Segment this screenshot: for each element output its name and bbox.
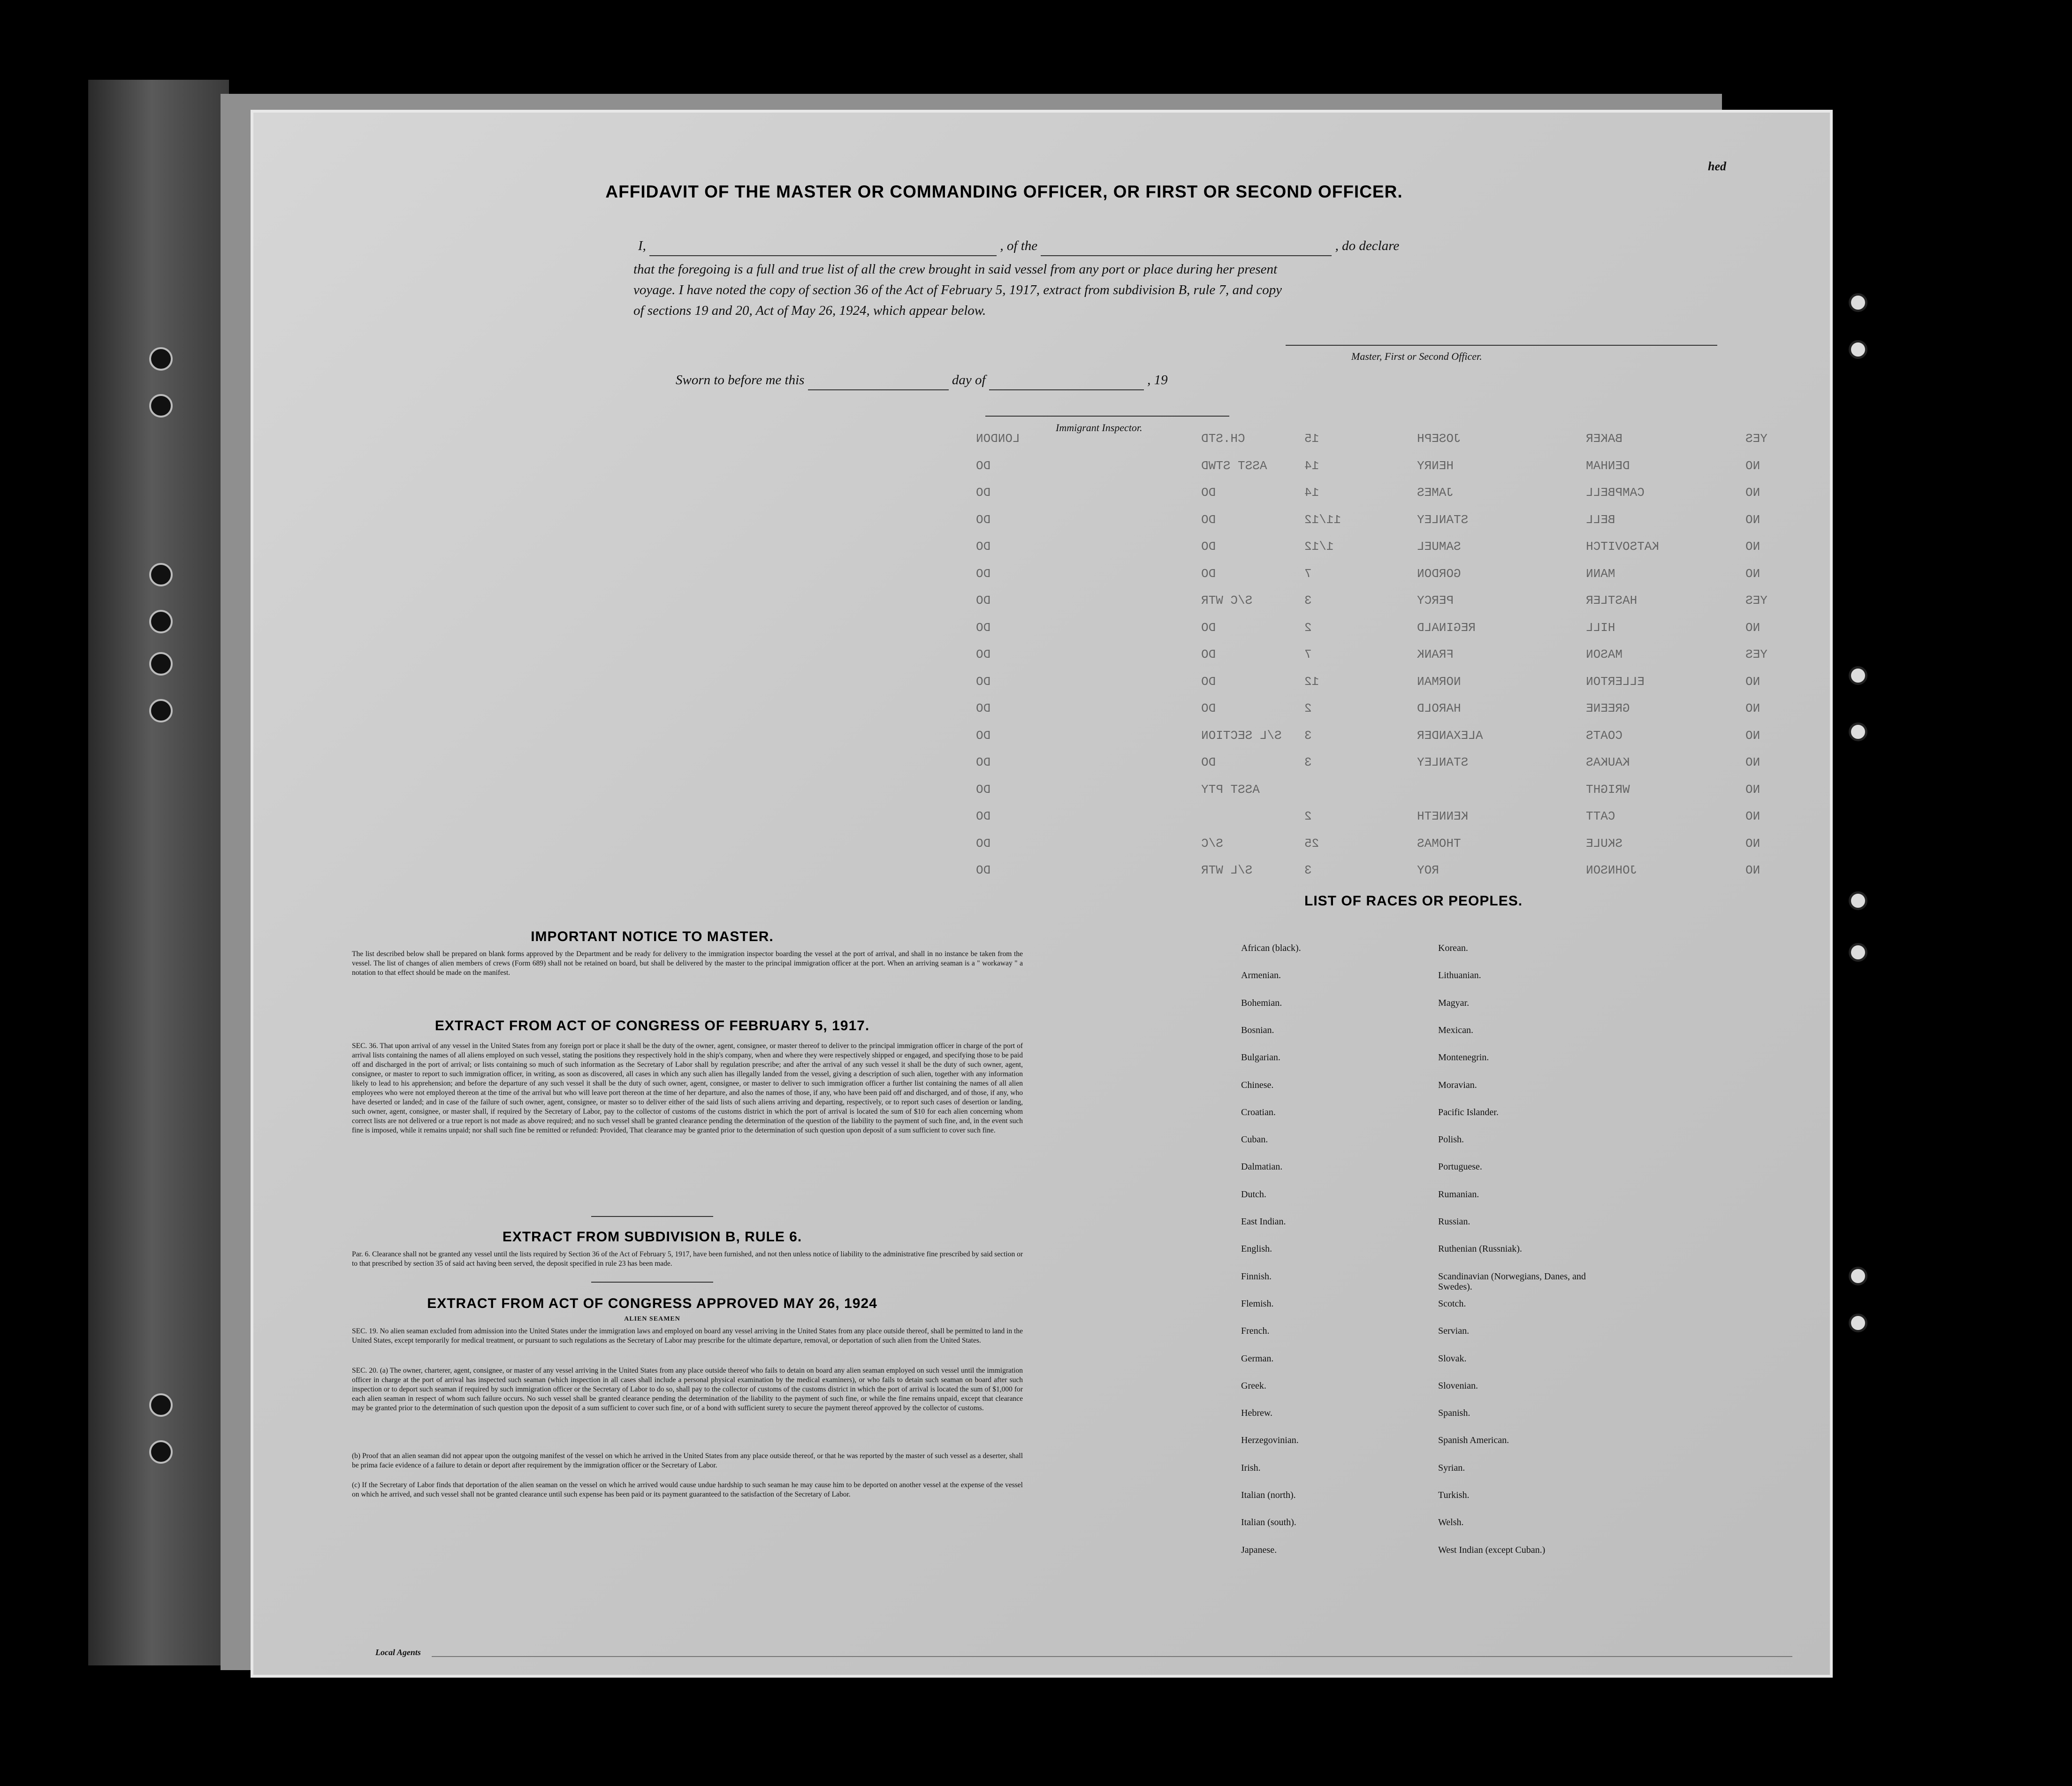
- race-item: Pacific Islander.: [1438, 1107, 1499, 1117]
- race-item: Russian.: [1438, 1216, 1470, 1227]
- race-item: Polish.: [1438, 1134, 1464, 1145]
- crew-bleed-row: [488, 863, 1802, 877]
- crew-bleed-cell: CAMPBELL: [1586, 486, 1645, 500]
- race-item: Syrian.: [1438, 1462, 1465, 1473]
- inspector-label: Immigrant Inspector.: [1056, 422, 1143, 433]
- extract-1924-sec19: SEC. 19. No alien seaman excluded from admission into the United States under the immigration laws and employed on board any vessel arriving in the United States from any place outside thereof, shall be permitted to land in the United States, except temporarily for medical treatment, or pursuant to such regulations as the Secretary of Labor may prescribe for the ultimate departure, removal, or deportation of such alien from the United States.: [352, 1327, 1023, 1345]
- race-item: Croatian.: [1241, 1107, 1276, 1117]
- race-item: African (black).: [1241, 943, 1301, 953]
- crew-bleed-cell: STANLEY: [1417, 755, 1469, 769]
- crew-bleed-cell: 2: [1304, 620, 1312, 635]
- crew-bleed-cell: CATT: [1586, 809, 1615, 823]
- name-blank[interactable]: [649, 255, 997, 256]
- crew-bleed-row: [488, 701, 1802, 715]
- race-item: Bohemian.: [1241, 997, 1282, 1008]
- binder-hole: [149, 1440, 173, 1464]
- vessel-blank[interactable]: [1041, 255, 1332, 256]
- binder-hole: [149, 1393, 173, 1417]
- crew-bleed-cell: DO: [1201, 486, 1216, 500]
- race-item: Flemish.: [1241, 1298, 1274, 1309]
- crew-bleed-cell: DO: [976, 755, 991, 769]
- crew-bleed-row: [488, 783, 1802, 797]
- crew-bleed-cell: 2: [1304, 809, 1312, 823]
- crew-bleed-cell: S/C WTR: [1201, 593, 1253, 608]
- affidavit-declaration: [638, 236, 1764, 256]
- crew-bleed-cell: ROY: [1417, 863, 1439, 877]
- alien-seamen-subtitle: ALIEN SEAMEN: [624, 1315, 680, 1322]
- crew-bleed-cell: DO: [976, 458, 991, 473]
- crew-bleed-cell: FRANK: [1417, 647, 1454, 661]
- crew-bleed-cell: NO: [1745, 809, 1760, 823]
- crew-bleed-cell: 12: [1304, 674, 1319, 689]
- crew-bleed-cell: DO: [976, 593, 991, 608]
- race-item: Spanish American.: [1438, 1435, 1509, 1446]
- section-divider: [591, 1216, 713, 1217]
- local-agents-line: [432, 1656, 1792, 1657]
- crew-bleed-cell: DO: [1201, 620, 1216, 635]
- extract-1924-title: EXTRACT FROM ACT OF CONGRESS APPROVED MAY 26, 1924: [427, 1296, 877, 1311]
- crew-bleed-cell: DO: [1201, 674, 1216, 689]
- race-item: French.: [1241, 1326, 1270, 1337]
- crew-bleed-cell: NO: [1745, 863, 1760, 877]
- crew-bleed-row: [488, 647, 1802, 661]
- race-item: East Indian.: [1241, 1216, 1286, 1227]
- crew-bleed-row: [488, 459, 1802, 473]
- races-title: LIST OF RACES OR PEOPLES.: [1304, 893, 1523, 909]
- crew-bleed-cell: NO: [1745, 674, 1760, 689]
- crew-bleed-cell: HASTLER: [1586, 593, 1638, 608]
- crew-bleed-cell: 1/12: [1304, 540, 1334, 554]
- extract-rule-title: EXTRACT FROM SUBDIVISION B, RULE 6.: [502, 1229, 802, 1245]
- crew-bleed-cell: 7: [1304, 566, 1312, 581]
- binder-hole: [149, 652, 173, 676]
- race-item: Italian (south).: [1241, 1517, 1296, 1528]
- crew-bleed-cell: DO: [976, 566, 991, 581]
- sworn-day-blank[interactable]: [808, 389, 949, 390]
- race-item: Servian.: [1438, 1326, 1470, 1337]
- year-prefix: , 19: [1147, 372, 1168, 388]
- crew-bleed-cell: MASON: [1586, 647, 1623, 661]
- race-item: Dalmatian.: [1241, 1162, 1283, 1172]
- crew-bleed-row: [488, 755, 1802, 769]
- crew-bleed-cell: BAKER: [1586, 432, 1623, 446]
- inspector-signature-line: [985, 416, 1229, 417]
- punch-hole: [1849, 666, 1867, 685]
- crew-bleed-cell: NO: [1745, 458, 1760, 473]
- crew-bleed-cell: 14: [1304, 458, 1319, 473]
- crew-bleed-cell: 3: [1304, 863, 1312, 877]
- race-item: Slovak.: [1438, 1353, 1467, 1364]
- race-item: West Indian (except Cuban.): [1438, 1544, 1546, 1555]
- crew-bleed-cell: HILL: [1586, 620, 1615, 635]
- race-item: Ruthenian (Russniak).: [1438, 1244, 1522, 1254]
- punch-hole: [1849, 891, 1867, 910]
- margin-note: hed: [1708, 160, 1726, 173]
- crew-bleed-row: [488, 836, 1802, 851]
- crew-bleed-cell: HAROLD: [1417, 701, 1461, 715]
- section-divider: [591, 1282, 713, 1283]
- crew-bleed-cell: GREENE: [1586, 701, 1630, 715]
- binder-hole: [149, 563, 173, 586]
- crew-bleed-cell: GORDON: [1417, 566, 1461, 581]
- race-item: Scandinavian (Norwegians, Danes, and Swedes).: [1438, 1271, 1586, 1292]
- race-item: Welsh.: [1438, 1517, 1464, 1528]
- crew-bleed-cell: NO: [1745, 512, 1760, 527]
- crew-bleed-cell: 2: [1304, 701, 1312, 715]
- race-item: German.: [1241, 1353, 1274, 1364]
- crew-bleed-row: [488, 486, 1802, 500]
- crew-bleed-cell: KATSOVITCH: [1586, 540, 1660, 554]
- crew-bleed-cell: JAMES: [1417, 486, 1454, 500]
- crew-bleed-cell: DO: [976, 540, 991, 554]
- race-item: Bosnian.: [1241, 1025, 1274, 1035]
- race-item: Herzegovinian.: [1241, 1435, 1299, 1446]
- crew-bleed-cell: 3: [1304, 755, 1312, 769]
- crew-bleed-cell: NORMAN: [1417, 674, 1461, 689]
- crew-bleed-cell: SAMUEL: [1417, 540, 1461, 554]
- affidavit-line-3: voyage. I have noted the copy of section 36 of the Act of February 5, 1917, extract from subdivision B, rule 7, and copy: [633, 282, 1282, 297]
- extract-1917-title: EXTRACT FROM ACT OF CONGRESS OF FEBRUARY 5, 1917.: [434, 1018, 870, 1034]
- race-item: Finnish.: [1241, 1271, 1272, 1282]
- notice-body: The list described below shall be prepared on blank forms approved by the Department and be ready for delivery to the immigration inspector boarding the vessel at the port of arrival, and shall in no instance be taken from the vessel. The list of changes of alien members of crews (Form 689) shall not be retained on board, but shall be delivered by the master to the principal immigration officer at the port. When an arriving seaman is a " workaway " a notation to that effect should be made on the manifest.: [352, 950, 1023, 977]
- crew-bleed-cell: WRIGHT: [1586, 782, 1630, 797]
- crew-bleed-cell: STANLEY: [1417, 512, 1469, 527]
- crew-bleed-cell: DO: [976, 836, 991, 851]
- crew-bleed-row: [488, 540, 1802, 554]
- crew-bleed-cell: 15: [1304, 432, 1319, 446]
- binder-hole: [149, 699, 173, 722]
- crew-bleed-row: [488, 729, 1802, 743]
- crew-bleed-cell: DO: [1201, 701, 1216, 715]
- race-item: Hebrew.: [1241, 1408, 1273, 1419]
- crew-bleed-row: [488, 675, 1802, 689]
- crew-bleed-cell: KAUKAS: [1586, 755, 1630, 769]
- affidavit-line-2: that the foregoing is a full and true list of all the crew brought in said vessel from any port or place during her present: [633, 262, 1278, 277]
- race-item: Magyar.: [1438, 997, 1470, 1008]
- crew-bleed-cell: NO: [1745, 486, 1760, 500]
- crew-bleed-cell: S/L SECTION: [1201, 728, 1282, 743]
- race-item: Montenegrin.: [1438, 1052, 1489, 1063]
- extract-1924-sec20a: SEC. 20. (a) The owner, charterer, agent, consignee, or master of any vessel arriving in the United States from any place outside thereof who fails to detain on board any alien seaman employed on such vessel until the immigration officer in charge at the port of arrival has inspected such seaman (which inspection in all cases shall include a personal physical examination by the medical examiners), or who fails to detain such seaman on board after such inspection or to deport such seaman if required by such immigration officer or the Secretary of Labor to do so, shall pay to the collector of customs of the customs district in which the port of arrival is located the sum of $1,000 for each alien seaman in respect of whom such failure occurs. No such vessel shall be granted clearance pending the determination of the liability to the payment of such fine, or while the fine remains unpaid, except that clearance may be granted prior to the determination of such question upon the deposit of a sum sufficient to cover such fine, or of a bond with sufficient surety to secure the payment thereof approved by the collector of customs.: [352, 1367, 1023, 1412]
- crew-bleed-cell: DO: [976, 782, 991, 797]
- crew-bleed-cell: ASST PTY: [1201, 782, 1260, 797]
- extract-1917-body: SEC. 36. That upon arrival of any vessel in the United States from any foreign port or place it shall be the duty of the owner, agent, consignee, or master thereof to deliver to the principal immigration officer in charge of the port of arrival lists containing the names of all aliens employed on such vessel, stating the positions they respectively hold in the ship's company, when and where they were respectively shipped or engaged, and specifying those to be paid off and discharged in the port of arrival; or lists containing so much of such information as the Secretary of Labor shall by regulation prescribe; and after the arrival of any such vessel it shall be the duty of such owner, agent, consignee, or master to report to such immigration officer, in writing, as soon as discovered, all cases in which any such alien has illegally landed from the vessel, giving a description of such alien, together with any information likely to lead to his apprehension; and before the departure of any such vessel it shall be the duty of such owner, agent, consignee, or master to deliver to such immigration officer a further list containing the names of all alien employees who were not employed thereon at the time of the arrival but who will leave port thereon at the time of her departure, and also the names of those, if any, who have been paid off and discharged, and of those, if any, who have deserted or landed; and in case of the failure of such owner, agent, consignee, or master so to deliver either of the said lists of such aliens arriving and departing, respectively, or to report such cases of desertion or landing, such owner, agent, consignee, or master shall, if required by the Secretary of Labor, pay to the collector of customs of the customs district in which the port of arrival is located the sum of $10 for each alien concerning whom correct lists are not delivered or a true report is not made as above required; and no such vessel shall be granted clearance pending the determination of the question of the liability to the payment of such fine, and, in the event such fine is imposed, while it remains unpaid; nor shall such fine be remitted or refunded: Provided, That clearance may be granted prior to the determination of such question upon deposit of a sum sufficient to cover such fine.: [352, 1042, 1023, 1134]
- crew-bleed-row: [488, 513, 1802, 527]
- race-item: Lithuanian.: [1438, 970, 1481, 981]
- crew-bleed-cell: NO: [1745, 728, 1760, 743]
- master-label: Master, First or Second Officer.: [1351, 350, 1482, 362]
- race-item: Mexican.: [1438, 1025, 1473, 1035]
- crew-bleed-cell: COATS: [1586, 728, 1623, 743]
- crew-bleed-cell: HENRY: [1417, 458, 1454, 473]
- binder-hole: [149, 347, 173, 371]
- crew-bleed-cell: 25: [1304, 836, 1319, 851]
- notice-title: IMPORTANT NOTICE TO MASTER.: [531, 929, 774, 944]
- race-item: Italian (north).: [1241, 1490, 1296, 1500]
- race-item: Moravian.: [1438, 1079, 1477, 1090]
- crew-bleed-row: [488, 432, 1802, 446]
- crew-bleed-cell: NO: [1745, 782, 1760, 797]
- crew-bleed-cell: DO: [1201, 512, 1216, 527]
- extract-1924-sec20b: (b) Proof that an alien seaman did not appear upon the outgoing manifest of the vessel on which he arrived in the United States from any place outside thereof, or that he was reported by the master of such vessel as a deserter, shall be prima facie evidence of a failure to detain or deport after requirement by the immigration officer or the Secretary of Labor.: [352, 1452, 1023, 1469]
- crew-bleed-cell: DO: [976, 620, 991, 635]
- binder-strip: [88, 80, 229, 1665]
- affidavit-title: AFFIDAVIT OF THE MASTER OR COMMANDING OFFICER, OR FIRST OR SECOND OFFICER.: [605, 182, 1403, 201]
- crew-bleed-cell: YES: [1745, 647, 1767, 661]
- crew-bleed-cell: ASST STWD: [1201, 458, 1267, 473]
- crew-bleed-cell: KENNETH: [1417, 809, 1469, 823]
- local-agents-label: Local Agents: [375, 1648, 421, 1657]
- crew-bleed-cell: NO: [1745, 755, 1760, 769]
- race-item: Armenian.: [1241, 970, 1281, 981]
- crew-bleed-row: [488, 567, 1802, 581]
- binder-hole: [149, 394, 173, 418]
- crew-bleed-cell: DO: [1201, 755, 1216, 769]
- crew-bleed-cell: 11/12: [1304, 512, 1341, 527]
- sworn-label: Sworn to before me this: [676, 372, 805, 388]
- crew-bleed-cell: YES: [1745, 432, 1767, 446]
- crew-bleed-cell: NO: [1745, 540, 1760, 554]
- race-item: Greek.: [1241, 1380, 1266, 1391]
- race-item: Irish.: [1241, 1462, 1261, 1473]
- day-of-label: day of: [952, 372, 986, 388]
- crew-bleed-cell: DO: [976, 728, 991, 743]
- crew-bleed-cell: DENHAM: [1586, 458, 1630, 473]
- crew-bleed-cell: YES: [1745, 593, 1767, 608]
- crew-bleed-cell: 3: [1304, 593, 1312, 608]
- race-item: Korean.: [1438, 943, 1468, 953]
- crew-bleed-cell: DO: [1201, 566, 1216, 581]
- race-item: Spanish.: [1438, 1408, 1470, 1419]
- binder-hole: [149, 610, 173, 633]
- crew-bleed-cell: PERCY: [1417, 593, 1454, 608]
- race-item: Cuban.: [1241, 1134, 1268, 1145]
- punch-hole: [1849, 340, 1867, 359]
- race-item: Chinese.: [1241, 1079, 1274, 1090]
- punch-hole: [1849, 1314, 1867, 1332]
- sworn-line: [676, 370, 1520, 390]
- crew-bleed-row: [488, 593, 1802, 608]
- race-item: Turkish.: [1438, 1490, 1470, 1500]
- crew-bleed-cell: DO: [1201, 540, 1216, 554]
- crew-bleed-cell: JOSEPH: [1417, 432, 1461, 446]
- crew-bleed-cell: 3: [1304, 728, 1312, 743]
- crew-bleed-cell: DO: [976, 512, 991, 527]
- crew-bleed-cell: ELLERTON: [1586, 674, 1645, 689]
- race-item: Slovenian.: [1438, 1380, 1478, 1391]
- crew-bleed-cell: 7: [1304, 647, 1312, 661]
- crew-bleed-cell: DO: [976, 809, 991, 823]
- manifest-page: [253, 113, 1830, 1675]
- race-item: English.: [1241, 1244, 1272, 1254]
- race-item: Rumanian.: [1438, 1189, 1479, 1200]
- crew-bleed-cell: THOMAS: [1417, 836, 1461, 851]
- race-item: Dutch.: [1241, 1189, 1266, 1200]
- affidavit-line-4: of sections 19 and 20, Act of May 26, 1924, which appear below.: [633, 303, 986, 318]
- crew-bleed-cell: DO: [976, 863, 991, 877]
- extract-1924-sec20c: (c) If the Secretary of Labor finds that deportation of the alien seaman on the vessel on which he arrived would cause undue hardship to such seaman he may cause him to be deported on another vessel at the expense of the vessel on which he arrived, and such vessel shall not be granted clearance until such expense has been paid or its payment guaranteed to the satisfaction of the Secretary of Labor.: [352, 1481, 1023, 1498]
- declaration-end: , do declare: [1335, 238, 1400, 253]
- crew-bleed-cell: SKULE: [1586, 836, 1623, 851]
- declaration-of-the: , of the: [1000, 238, 1038, 253]
- crew-bleed-row: [488, 621, 1802, 635]
- punch-hole: [1849, 722, 1867, 741]
- crew-bleed-cell: NO: [1745, 620, 1760, 635]
- punch-hole: [1849, 1267, 1867, 1285]
- race-item: Japanese.: [1241, 1544, 1277, 1555]
- crew-bleed-row: [488, 809, 1802, 823]
- crew-bleed-cell: DO: [976, 647, 991, 661]
- crew-bleed-cell: LONDON: [976, 432, 1020, 446]
- crew-bleed-cell: S/L WTR: [1201, 863, 1253, 877]
- crew-bleed-cell: ALEXANDER: [1417, 728, 1483, 743]
- crew-bleed-cell: DO: [976, 701, 991, 715]
- crew-bleed-cell: REGINALD: [1417, 620, 1476, 635]
- punch-hole: [1849, 293, 1867, 312]
- race-item: Bulgarian.: [1241, 1052, 1280, 1063]
- crew-bleed-cell: NO: [1745, 566, 1760, 581]
- crew-bleed-cell: 14: [1304, 486, 1319, 500]
- declaration-i: I,: [638, 238, 646, 253]
- crew-bleed-cell: DO: [976, 486, 991, 500]
- crew-bleed-cell: JOHNSON: [1586, 863, 1638, 877]
- extract-rule-body: Par. 6. Clearance shall not be granted any vessel until the lists required by Section 36 of the Act of February 5, 1917, have been furnished, and not then unless notice of liability to the administrative fine prescribed by said section or to that prescribed by section 35 of said act having been served, the deposit specified in rule 23 has been made.: [352, 1250, 1023, 1268]
- race-item: Scotch.: [1438, 1298, 1466, 1309]
- crew-bleed-cell: BELL: [1586, 512, 1615, 527]
- crew-bleed-cell: DO: [976, 674, 991, 689]
- sworn-month-blank[interactable]: [989, 389, 1144, 390]
- crew-bleed-cell: NO: [1745, 836, 1760, 851]
- crew-bleed-cell: S/C: [1201, 836, 1223, 851]
- punch-hole: [1849, 943, 1867, 962]
- crew-bleed-cell: DO: [1201, 647, 1216, 661]
- crew-bleed-cell: NO: [1745, 701, 1760, 715]
- master-signature-line: [1286, 345, 1717, 346]
- race-item: Portuguese.: [1438, 1162, 1482, 1172]
- crew-bleed-cell: MANN: [1586, 566, 1615, 581]
- crew-bleed-cell: CH.STD: [1201, 432, 1245, 446]
